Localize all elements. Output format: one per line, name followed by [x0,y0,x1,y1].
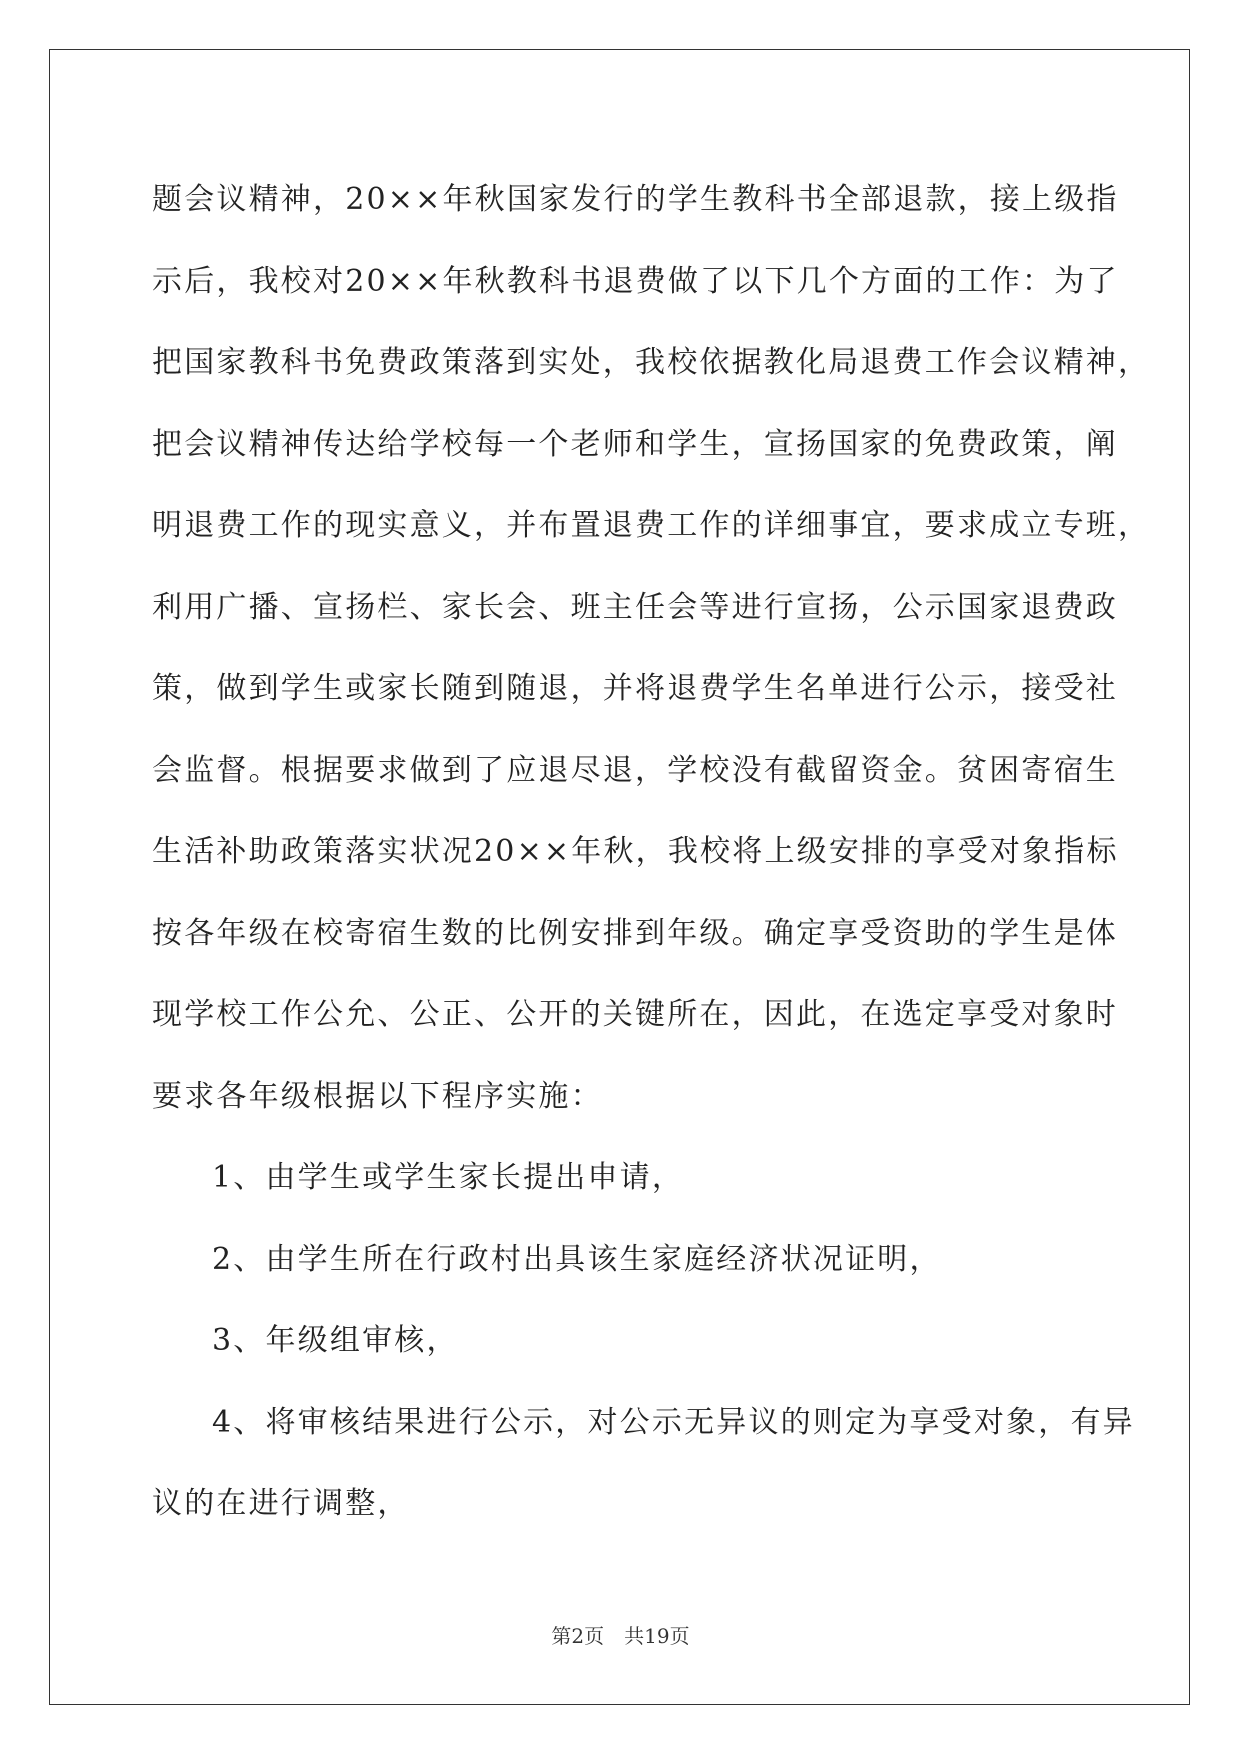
page-number: 第2页 共19页 [551,1624,690,1648]
text-line: 把国家教科书免费政策落到实处，我校依据教化局退费工作会议精神， [152,345,1151,380]
list-item: 1、由学生或学生家长提出申请， [212,1160,685,1195]
list-item: 3、年级组审核， [212,1323,459,1358]
list-item: 4、将审核结果进行公示，对公示无异议的则定为享受对象，有异 [212,1404,1135,1440]
text-line: 生活补助政策落实状况20××年秋，我校将上级安排的享受对象指标 [152,834,1119,869]
text-line: 利用广播、宣扬栏、家长会、班主任会等进行宣扬，公示国家退费政 [152,589,1118,625]
document-body [152,159,1151,1545]
text-line: 题会议精神，20××年秋国家发行的学生教科书全部退款，接上级指 [152,182,1119,217]
text-line: 把会议精神传达给学校每一个老师和学生，宣扬国家的免费政策，阐 [152,426,1118,462]
text-line: 按各年级在校寄宿生数的比例安排到年级。确定享受资助的学生是体 [152,915,1118,951]
text-line: 会监督。根据要求做到了应退尽退，学校没有截留资金。贫困寄宿生 [152,752,1118,788]
list-item: 2、由学生所在行政村出具该生家庭经济状况证明， [212,1241,942,1277]
text-line: 现学校工作公允、公正、公开的关键所在，因此，在选定享受对象时 [152,997,1118,1032]
text-line: 要求各年级根据以下程序实施： [152,1078,603,1114]
text-line: 示后，我校对20××年秋教科书退费做了以下几个方面的工作：为了 [152,263,1119,299]
text-line: 明退费工作的现实意义，并布置退费工作的详细事宜，要求成立专班， [152,508,1151,543]
text-line: 策，做到学生或家长随到随退，并将退费学生名单进行公示，接受社 [152,671,1118,706]
text-line: 议的在进行调整， [152,1486,410,1521]
